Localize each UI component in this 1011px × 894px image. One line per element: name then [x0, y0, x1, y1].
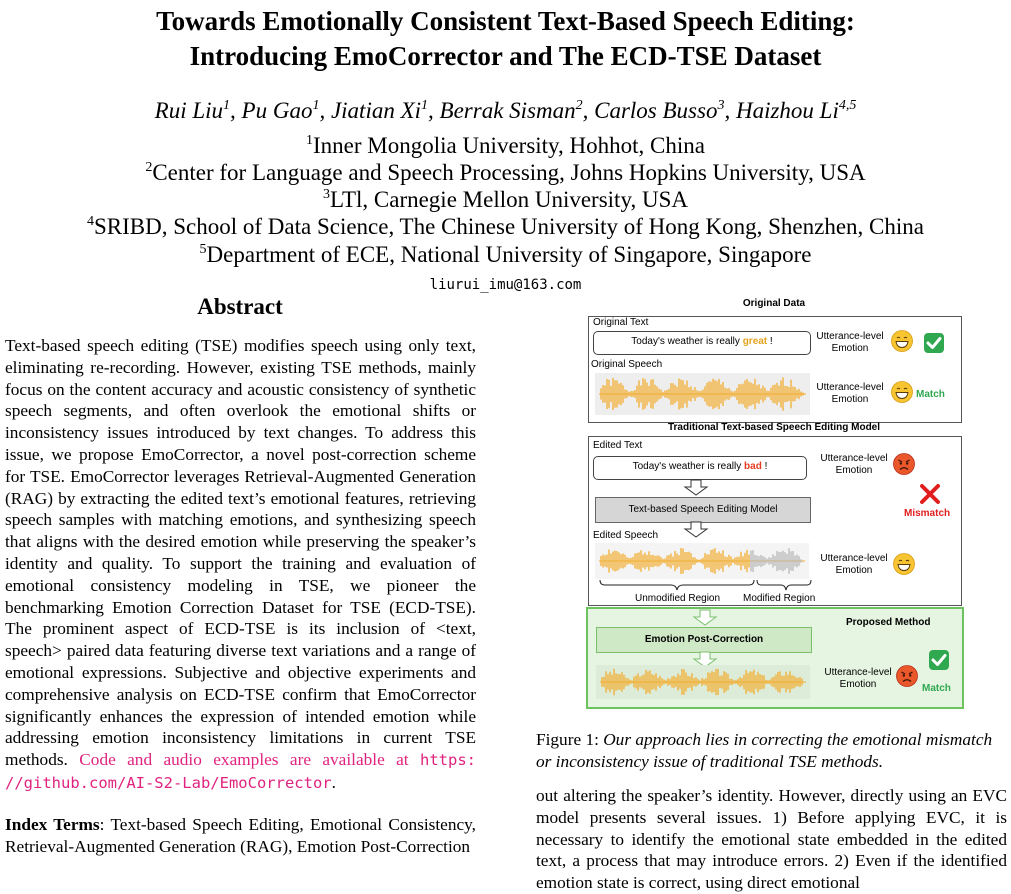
happy-face-icon [891, 381, 913, 403]
contact-email[interactable]: liurui_imu@163.com [429, 277, 582, 293]
corrected-speech-waveform [596, 665, 810, 699]
figure-1 [586, 296, 962, 708]
abstract-text: Text-based speech editing (TSE) modifies speech using only text, eliminating re-recording. However, existing TSE methods, mainly focus on the content accuracy and acoustic consistency of synthetic speech segments, and often overlook the emotional shifts or inconsistency issues introduced by text changes. To address this issue, we propose EmoCorrector, a novel post-correction scheme for TSE. EmoCorrector leverages Retrieval-Augmented Generation (RAG) by extracting the edited text’s emotional features, retrieving speech samples with matching emotions, and synthesizing speech that aligns with the desired emotion while preserving the speaker’s identity and quality. To support the training and evaluation of emotional consistency modeling in TSE, we pioneer the benchmarking Emotion Correction Dataset for TSE (ECD-TSE). The prominent aspect of ECD-TSE is its inclusion of <text, speech> paired data featuring diverse text variations and a range of emotional expressions. Subjective and objective experiments and comprehensive analysis on ECD-TSE confirm that EmoCorrector significantly enhances the expression of intended emotion while addressing emotion inconsistency limitations in current TSE methods. [5, 336, 476, 770]
figure-original-title: Original Data [742, 298, 806, 309]
modified-region-label: Modified Region [743, 593, 816, 604]
unmodified-region-label: Unmodified Region [635, 593, 721, 604]
match-label: Match [922, 683, 951, 694]
index-terms [5, 814, 476, 858]
affiliation-5: $^5$Department of ECE, National University of Singapore, Singapore [199, 242, 812, 267]
index-terms-text: : Text-based Speech Editing, Emotional Consistency, Retrieval-Augmented Generation (RAG), Emotion Post-Correction [5, 815, 476, 856]
check-icon [923, 332, 945, 354]
code-link-text[interactable]: Code and audio examples are available at [79, 750, 409, 770]
original-speech-label: Original Speech [591, 359, 663, 370]
down-arrow-icon [692, 609, 718, 626]
angry-face-icon [896, 665, 918, 687]
abstract-body: Text-based speech editing (TSE) modifies speech using only text, eliminating re-recording. However, existing TSE methods, mainly focus on the content accuracy and acoustic consistency of synthetic speech segments, and often overlook the emotional shifts or inconsistency issues introduced by text changes. To address this issue, we propose EmoCorrector, a novel post-correction scheme for TSE. EmoCorrector leverages Retrieval-Augmented Generation (RAG) by extracting the edited text’s emotional features, retrieving speech samples with matching emotions, and synthesizing speech that aligns with the desired emotion while preserving the speaker’s identity and quality. To support the training and evaluation of emotional consistency modeling in TSE, we pioneer the benchmarking Emotion Correction Dataset for TSE (ECD-TSE). The prominent aspect of ECD-TSE is its inclusion of <text, speech> paired data featuring diverse text variations and a range of emotional expressions. Subjective and objective experiments and comprehensive analysis on ECD-TSE confirm that EmoCorrector significantly enhances the expression of intended emotion while addressing emotion inconsistency limitations in current TSE methods. Code and audio examples are available at https: //github.com/AI-S2-Lab/EmoCorrector. [5, 336, 476, 792]
utterance-emotion-label: Utterance-level Emotion [816, 331, 884, 354]
happy-face-icon [893, 553, 915, 575]
author-list: Rui Liu$^1$, Pu Gao$^1$, Jiatian Xi$^1$, Berrak Sisman$^2$, Carlos Busso$^3$, Haizhou Li$^{4,5}$ [154, 98, 857, 123]
original-speech-waveform [595, 373, 810, 415]
author-name: Pu Gao$^1$ [241, 98, 320, 123]
paper-title [0, 4, 1011, 74]
edited-speech-label: Edited Speech [593, 530, 659, 541]
code-link-url-a[interactable]: https: [420, 751, 476, 770]
abstract-heading: Abstract [197, 294, 283, 319]
edited-text-label: Edited Text [593, 440, 643, 451]
utterance-emotion-label: Utterance-level Emotion [816, 382, 884, 405]
title-line-1: Towards Emotionally Consistent Text-Based Speech Editing: [156, 6, 855, 36]
match-label: Match [916, 389, 945, 400]
affiliation-2: $^2$Center for Language and Speech Processing, Johns Hopkins University, USA [145, 160, 866, 185]
index-terms-label: Index Terms [5, 815, 100, 834]
down-arrow-icon [683, 521, 709, 538]
edited-speech-waveform [595, 543, 809, 579]
figure-traditional-title: Traditional Text-based Speech Editing Model [667, 422, 881, 433]
proposed-method-title: Proposed Method [846, 617, 931, 628]
edited-sentence: Today's weather is really bad ! [593, 456, 807, 480]
author-name: Haizhou Li$^{4,5}$ [735, 98, 857, 123]
traditional-panel [588, 436, 962, 606]
angry-face-icon [893, 453, 915, 475]
affiliation-1: $^1$Inner Mongolia University, Hohhot, China [305, 133, 705, 158]
check-icon [928, 649, 950, 671]
utterance-emotion-label: Utterance-level Emotion [820, 453, 888, 476]
tse-model-box: Text-based Speech Editing Model [595, 497, 811, 523]
author-name: Berrak Sisman$^2$ [439, 98, 583, 123]
original-sentence: Today's weather is really great ! [593, 331, 811, 355]
author-name: Jiatian Xi$^1$ [330, 98, 429, 123]
right-column-body: out altering the speaker’s identity. However, directly using an EVC model presents several issues. 1) Before applying EVC, it is necessary to identify the emotional state embedded in the edited text, a process that may introduce errors. 2) Even if the identified emotion state is correct, using direct emotional [536, 786, 1007, 893]
cross-icon [919, 483, 941, 505]
mismatch-label: Mismatch [904, 508, 951, 519]
region-brace [599, 579, 811, 591]
emotion-post-correction-box: Emotion Post-Correction [596, 627, 812, 653]
proposed-method-panel [586, 607, 964, 709]
title-line-2: Introducing EmoCorrector and The ECD-TSE Dataset [189, 41, 822, 71]
down-arrow-icon [683, 479, 709, 496]
figure-caption-label: Figure 1: [536, 730, 604, 749]
utterance-emotion-label: Utterance-level Emotion [824, 667, 892, 690]
happy-face-icon [891, 330, 913, 352]
utterance-emotion-label: Utterance-level Emotion [820, 553, 888, 576]
figure-caption-text: Our approach lies in correcting the emotional mismatch or inconsistency issue of traditional TSE methods. [536, 730, 993, 771]
affiliation-3: $^3$LTl, Carnegie Mellon University, USA [323, 187, 688, 212]
author-name: Rui Liu$^1$ [154, 98, 231, 123]
author-name: Carlos Busso$^3$ [594, 98, 725, 123]
affiliation-4: $^4$SRIBD, School of Data Science, The Chinese University of Hong Kong, Shenzhen, China [87, 214, 924, 239]
code-link-url-b[interactable]: //github.com/AI-S2-Lab/EmoCorrector [5, 773, 332, 792]
figure-caption [536, 729, 1007, 773]
original-text-label: Original Text [593, 317, 649, 328]
original-data-panel [588, 316, 962, 423]
